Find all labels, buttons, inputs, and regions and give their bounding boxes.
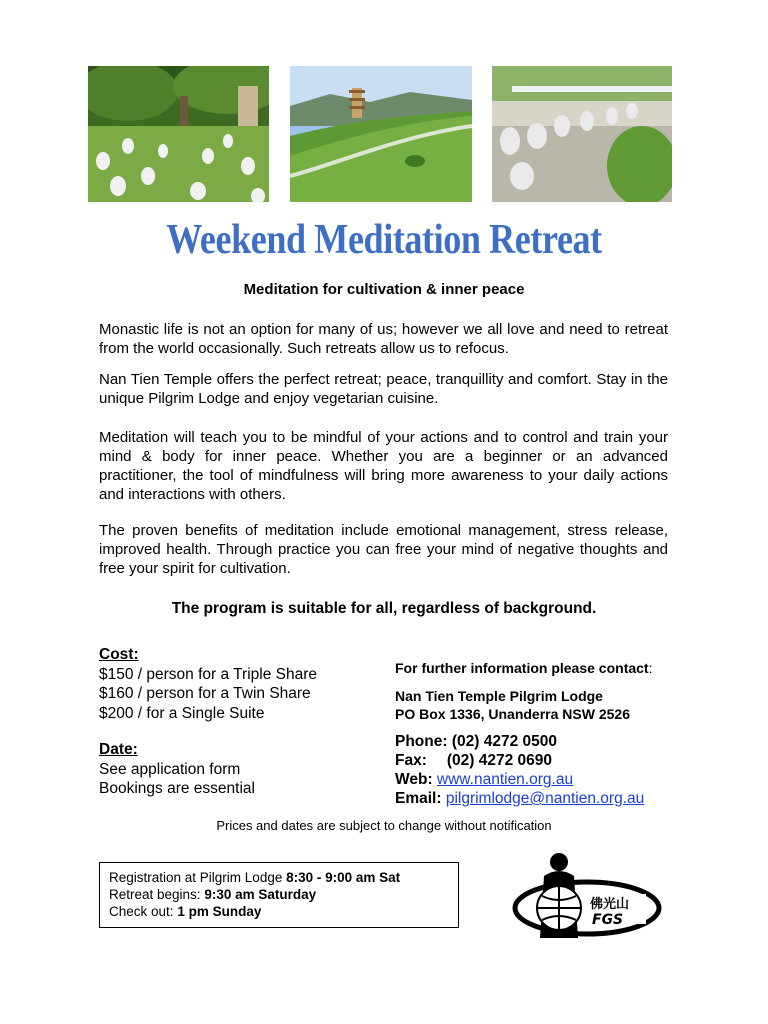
email-label: Email:: [395, 790, 442, 807]
cost-item: $160 / person for a Twin Share: [99, 685, 311, 702]
paragraph-temple: Nan Tien Temple offers the perfect retreat; peace, tranquillity and comfort. Stay in the unique Pilgrim Lodge and enjoy vegetarian cuisine.: [99, 371, 668, 407]
contact-heading-text: For further information please contact: [395, 660, 649, 676]
cost-item: $200 / for a Single Suite: [99, 704, 265, 722]
web-row: [395, 770, 644, 789]
logo-letters: FGS: [592, 912, 624, 928]
fax-label: Fax:: [395, 752, 427, 769]
subtitle: Meditation for cultivation & inner peace: [243, 281, 525, 298]
photo-terrace-meditation: [492, 66, 672, 202]
org-name: Nan Tien Temple Pilgrim Lodge: [395, 688, 603, 704]
contact-heading-colon: :: [648, 660, 653, 676]
contact-details: [395, 732, 644, 808]
registration-row: [109, 869, 449, 886]
checkout-row: [109, 903, 449, 920]
paragraph-benefits: The proven benefits of meditation include emotional management, stress release, improved health. Through practice you can free your mind of negative thoughts and free your spirit for cultivation.: [99, 522, 668, 577]
date-item: See application form: [99, 760, 241, 778]
fgs-logo: [512, 846, 662, 944]
photo-pagoda-procession: [290, 66, 472, 202]
logo-chinese: 佛光山: [590, 897, 630, 912]
retreat-begins-row: [109, 886, 449, 903]
org-address: PO Box 1336, Unanderra NSW 2526: [395, 706, 630, 722]
suitability-statement: The program is suitable for all, regardless of background.: [171, 600, 597, 617]
retreat-begins-label: Retreat begins:: [109, 887, 201, 902]
phone-row: [395, 732, 644, 751]
paragraph-meditation: Meditation will teach you to be mindful of your actions and to control and train your mind & body for inner peace. Whether you are a beginner or an advanced practitioner, the tool of mindfulness will bring more awareness to your daily actions and interactions with others.: [99, 429, 668, 503]
web-label: Web:: [395, 771, 433, 788]
price-change-note: Prices and dates are subject to change without notification: [216, 818, 552, 833]
photo-garden-meditation: [88, 66, 269, 202]
phone-label: Phone:: [395, 733, 448, 750]
page-title: Weekend Meditation Retreat: [166, 217, 602, 263]
date-item: Bookings are essential: [99, 780, 255, 797]
phone-value: (02) 4272 0500: [451, 733, 557, 750]
contact-heading: [395, 660, 652, 676]
date-section: [99, 740, 255, 799]
fax-value: (02) 4272 0690: [446, 752, 553, 769]
checkout-time: 1 pm Sunday: [177, 904, 262, 919]
website-link[interactable]: www.nantien.org.au: [436, 771, 574, 788]
email-row: [395, 789, 644, 808]
fax-row: [395, 751, 644, 770]
date-heading: Date:: [99, 741, 138, 758]
cost-section: [99, 645, 317, 723]
email-link[interactable]: pilgrimlodge@nantien.org.au: [445, 790, 645, 807]
cost-item: $150 / person for a Triple Share: [99, 665, 317, 683]
retreat-begins-time: 9:30 am Saturday: [204, 887, 317, 902]
paragraph-intro: Monastic life is not an option for many of us; however we all love and need to retreat from the world occasionally. Such retreats allow us to refocus.: [99, 321, 668, 357]
schedule-box: [99, 862, 459, 928]
contact-address: [395, 687, 630, 723]
registration-label: Registration at Pilgrim Lodge: [109, 870, 283, 885]
checkout-label: Check out:: [109, 904, 174, 919]
registration-time: 8:30 - 9:00 am Sat: [286, 870, 401, 885]
cost-heading: Cost:: [99, 646, 139, 663]
